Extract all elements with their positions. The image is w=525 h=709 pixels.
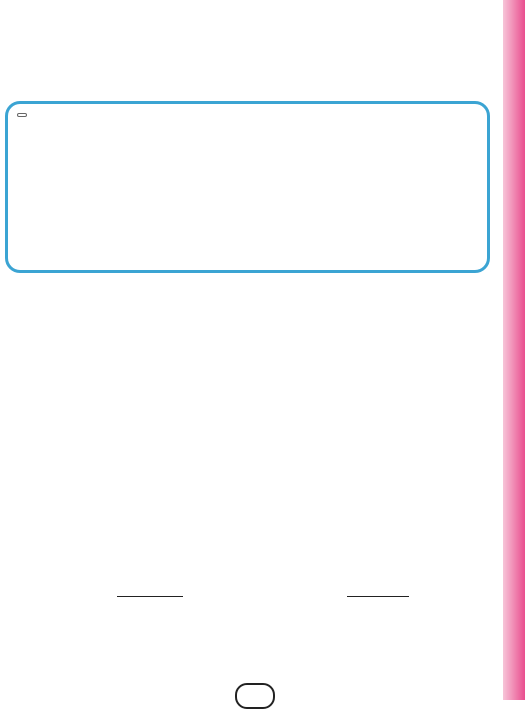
page-edge-stripe [503, 0, 525, 700]
worked-example-panel [5, 101, 490, 273]
rewrite-a-answer-blank[interactable] [117, 582, 183, 597]
step-1-text [17, 113, 27, 117]
rewrite-b-answer-blank[interactable] [347, 582, 409, 597]
page-number [235, 683, 275, 709]
